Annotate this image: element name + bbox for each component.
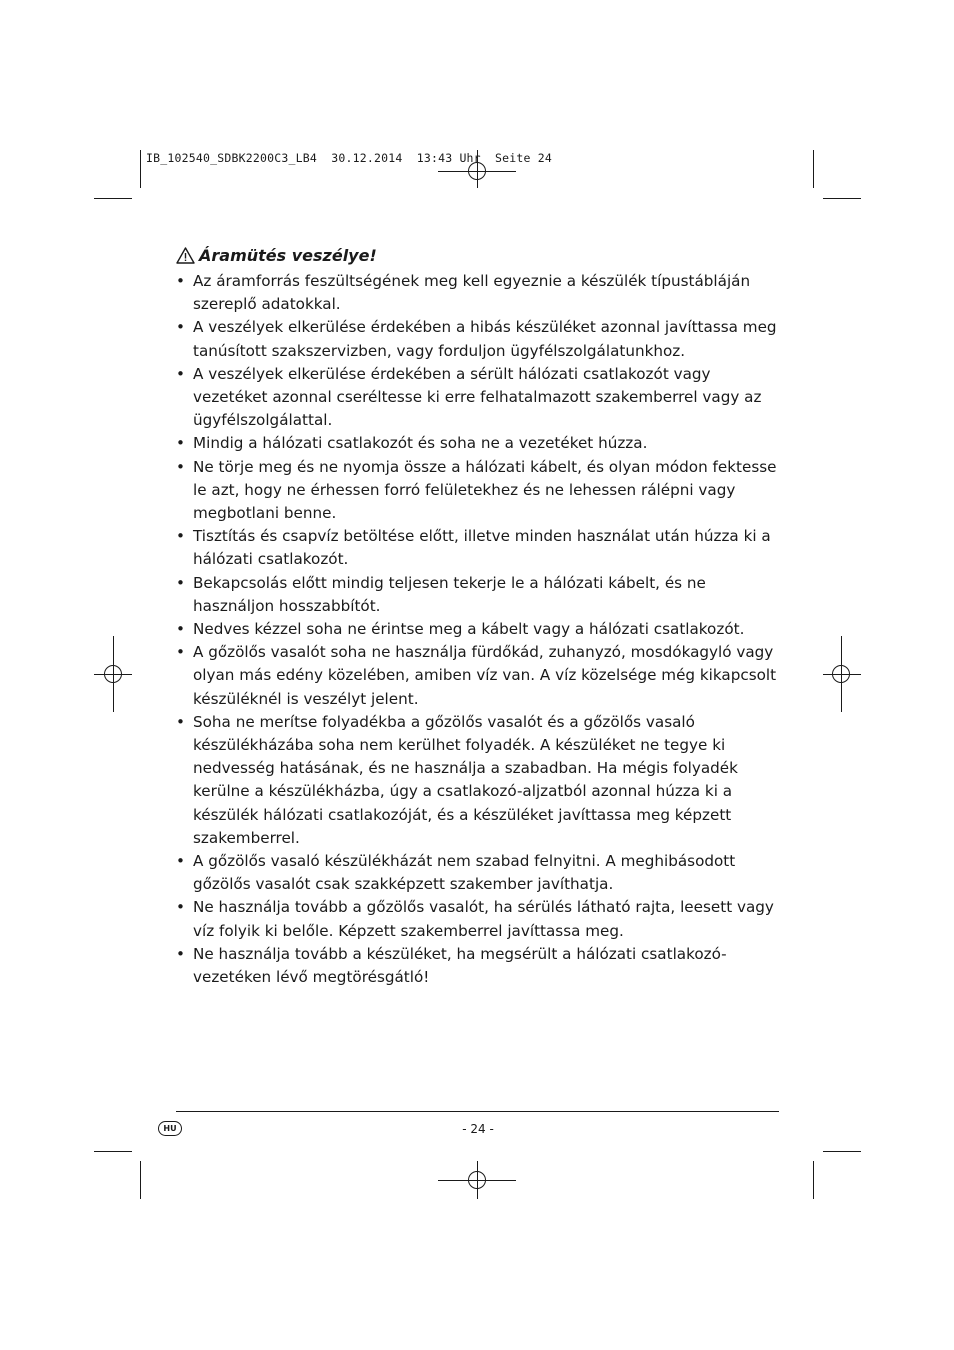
- list-item: • A veszélyek elkerülése érdekében a hibás készüléket azonnal javíttassa meg tanúsított szakszervizben, vagy forduljon ügyfélszolgálatunkhoz.: [176, 316, 786, 362]
- footer-rule: [176, 1111, 779, 1112]
- registration-circle: [468, 1171, 486, 1189]
- bullet-list: [176, 270, 786, 989]
- crop-mark: [94, 1151, 132, 1152]
- registration-circle: [104, 665, 122, 683]
- list-item: • Ne törje meg és ne nyomja össze a hálózati kábelt, és olyan módon fektesse le azt, hogy ne érhessen forró felületekhez és ne lehessen rálépni vagy megbotlani benne.: [176, 456, 786, 526]
- list-item: • Mindig a hálózati csatlakozót és soha ne a vezetéket húzza.: [176, 432, 786, 455]
- list-item: • A veszélyek elkerülése érdekében a sérült hálózati csatlakozót vagy vezetéket azonnal cseréltesse ki erre felhatalmazott szakemberrel vagy az ügyfélszolgálattal.: [176, 363, 786, 433]
- list-item: • Az áramforrás feszültségének meg kell egyeznie a készülék típustábláján szereplő adatokkal.: [176, 270, 786, 316]
- crop-mark: [140, 1161, 141, 1199]
- list-item: • Bekapcsolás előtt mindig teljesen tekerje le a hálózati kábelt, és ne használjon hosszabbítót.: [176, 572, 786, 618]
- crop-mark: [94, 198, 132, 199]
- section-title: Áramütés veszélye!: [199, 246, 377, 265]
- page-number: - 24 -: [462, 1122, 494, 1136]
- crop-mark: [823, 1151, 861, 1152]
- registration-circle: [832, 665, 850, 683]
- list-item: • Ne használja tovább a gőzölős vasalót, ha sérülés látható rajta, leesett vagy víz folyik ki belőle. Képzett szakemberrel javíttassa meg.: [176, 896, 786, 942]
- list-item: • Soha ne merítse folyadékba a gőzölős vasalót és a gőzölős vasaló készülékházába soha nem kerülhet folyadék. A készüléket ne tegye ki nedvesség hatásának, és ne használja a szabadban. Ha mégis folyadék kerülne a készülékházba, úgy a csatlakozó-aljzatból azonnal húzza ki a készülék hálózati csatlakozóját, és a készüléket javíttassa meg képzett szakemberrel.: [176, 711, 786, 850]
- list-item: • Tisztítás és csapvíz betöltése előtt, illetve minden használat után húzza ki a hálózati csatlakozót.: [176, 525, 786, 571]
- crop-mark: [823, 198, 861, 199]
- language-badge: HU: [158, 1121, 182, 1136]
- print-slug-line: IB_102540_SDBK2200C3_LB4 30.12.2014 13:43 Uhr Seite 24: [146, 151, 553, 165]
- list-item: • Nedves kézzel soha ne érintse meg a kábelt vagy a hálózati csatlakozót.: [176, 618, 786, 641]
- warning-triangle-icon: [176, 247, 195, 264]
- section-heading: [176, 246, 377, 265]
- crop-mark: [813, 1161, 814, 1199]
- list-item: • Ne használja tovább a készüléket, ha megsérült a hálózati csatlakozó-vezetéken lévő megtörésgátló!: [176, 943, 786, 989]
- crop-mark: [140, 150, 141, 188]
- list-item: • A gőzölős vasaló készülékházát nem szabad felnyitni. A meghibásodott gőzölős vasalót csak szakképzett szakember javíthatja.: [176, 850, 786, 896]
- list-item: • A gőzölős vasalót soha ne használja fürdőkád, zuhanyzó, mosdókagyló vagy olyan más edény közelében, amiben víz van. A víz közelsége még kikapcsolt készüléknél is veszélyt jelent.: [176, 641, 786, 711]
- crop-mark: [813, 150, 814, 188]
- safety-instructions: [176, 270, 786, 989]
